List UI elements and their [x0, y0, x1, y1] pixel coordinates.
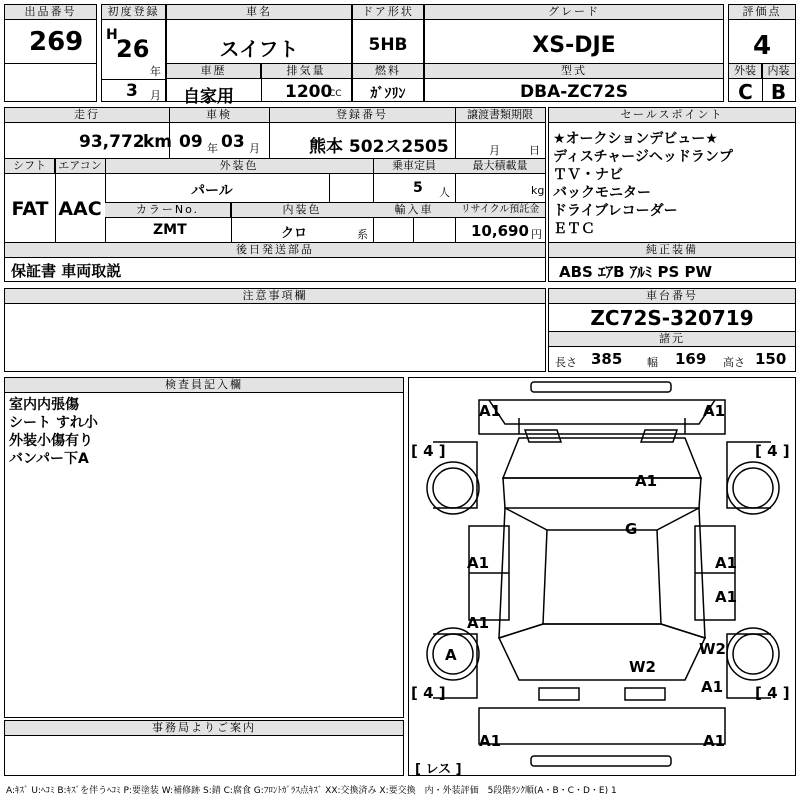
lot-number: 269: [29, 27, 84, 57]
notes-box: [4, 288, 546, 372]
import-label: 輸入車: [373, 203, 455, 218]
inspection-label: 車検: [169, 108, 269, 123]
grade-label: グレード: [425, 5, 723, 20]
tire-tread: [ 4 ]: [411, 684, 446, 702]
sales-point-item: ドライブレコーダー: [553, 203, 678, 219]
damage-mark: A1: [703, 402, 726, 420]
chassis-number: ZC72S-320719: [590, 306, 754, 330]
notes-label: 注意事項欄: [5, 289, 545, 304]
sales-point-item: ディスチャージヘッドランプ: [553, 149, 733, 165]
recycle-label: リサイクル預託金: [455, 203, 545, 218]
lot-label: 出品番号: [5, 5, 96, 20]
int-grade-label: 内装: [762, 64, 795, 79]
later-items: 保証書 車両取説: [11, 262, 122, 280]
door-box: [352, 4, 424, 102]
damage-mark: W2: [629, 658, 656, 676]
ext-color-label: 外装色: [105, 159, 373, 174]
name-label: 車名: [167, 5, 351, 20]
inspector-line: シート すれ小: [9, 415, 98, 431]
shift-label: シフト: [5, 159, 55, 174]
damage-mark: A1: [635, 472, 658, 490]
score-box: [728, 4, 796, 102]
damage-mark: A1: [701, 678, 724, 696]
inspector-line: 外装小傷有り: [9, 433, 93, 449]
door-label: ドア形状: [353, 5, 423, 20]
score: 4: [752, 31, 772, 61]
office-label: 事務局よりご案内: [5, 721, 403, 736]
insp-year-unit: 年: [207, 142, 218, 155]
door-type: 5HB: [368, 35, 408, 55]
equipment: ABS ｴｱB ｱﾙﾐ PS PW: [559, 263, 713, 281]
mileage: 93,772: [79, 132, 145, 152]
damage-mark: A1: [467, 614, 490, 632]
vehicle-details: [4, 107, 546, 282]
ac: AAC: [58, 198, 102, 220]
reg-year: 26: [116, 35, 150, 63]
reg-month: 3: [126, 81, 138, 101]
damage-mark: A1: [479, 732, 502, 750]
model-label: 型式: [425, 64, 723, 79]
car-name: スイフト: [219, 37, 299, 61]
equipment-label: 純正装備: [549, 243, 795, 258]
transfer-label: 譲渡書類期限: [455, 108, 545, 123]
int-color-label: 内装色: [231, 203, 373, 218]
inspector-box: [4, 377, 404, 718]
damage-mark: G: [625, 520, 638, 538]
disp-unit: CC: [329, 89, 342, 99]
inspection-year: 09: [179, 132, 203, 152]
transfer-day-unit: 日: [529, 144, 540, 157]
sales-points-label: セールスポイント: [549, 108, 795, 123]
history-label: 車歴: [167, 64, 261, 79]
car-outline: [409, 378, 795, 775]
inspector-line: 室内内張傷: [9, 397, 79, 413]
displacement: 1200: [285, 82, 333, 102]
tire-tread: [ 4 ]: [411, 442, 446, 460]
ext-grade-label: 外装: [729, 64, 762, 79]
inspector-notes: [9, 396, 98, 468]
office-box: [4, 720, 404, 776]
sales-point-item: ＥＴＣ: [553, 221, 595, 237]
mileage-unit: km: [143, 132, 173, 152]
insp-month-unit: 月: [249, 142, 260, 155]
fuel-label: 燃料: [353, 64, 423, 79]
damage-mark: A1: [715, 554, 738, 572]
transfer-month-unit: 月: [489, 144, 500, 157]
height-label: 高さ: [723, 356, 745, 369]
mileage-label: 走行: [5, 108, 169, 123]
sales-points-list: [553, 130, 733, 238]
sales-point-item: バックモニター: [553, 185, 651, 201]
year-unit: 年: [150, 65, 161, 78]
width-label: 幅: [647, 356, 658, 369]
model-code: DBA-ZC72S: [520, 82, 628, 102]
inspection-month: 03: [221, 132, 245, 152]
era: H: [106, 27, 118, 43]
length-label: 長さ: [555, 356, 577, 369]
first-reg-box: [101, 4, 166, 102]
damage-mark: A1: [479, 402, 502, 420]
damage-mark: A: [445, 646, 457, 664]
ext-grade: C: [738, 80, 753, 104]
score-label: 評価点: [729, 5, 795, 20]
grade: XS-DJE: [532, 33, 616, 58]
length: 385: [591, 350, 623, 368]
later-items-label: 後日発送部品: [5, 243, 545, 258]
history: 自家用: [183, 87, 234, 107]
recycle-unit: 円: [531, 228, 542, 241]
ext-color: パール: [191, 183, 233, 199]
damage-mark: A1: [715, 588, 738, 606]
damage-mark: W2: [699, 640, 726, 658]
sales-point-item: ＴＶ・ナビ: [553, 167, 623, 183]
maxload-unit: kg: [531, 184, 545, 197]
chassis-box: [548, 288, 796, 372]
inspector-label: 検査員記入欄: [5, 378, 403, 393]
inspector-line: バンパー下A: [9, 451, 89, 467]
tire-tread: [ 4 ]: [755, 684, 790, 702]
spare-tire: [ レス ]: [415, 762, 462, 777]
ac-label: エアコン: [55, 159, 105, 174]
color-no-label: カラーNo.: [105, 203, 231, 218]
disp-label: 排気量: [261, 64, 351, 79]
month-unit: 月: [150, 89, 161, 102]
capacity: 5: [413, 180, 423, 196]
recycle-fee: 10,690: [471, 222, 529, 240]
plate-number: 熊本 502ス2505: [309, 137, 449, 157]
damage-mark: A1: [467, 554, 490, 572]
damage-mark: A1: [703, 732, 726, 750]
color-no: ZMT: [153, 222, 187, 238]
sales-point-item: ★オークションデビュー★: [553, 131, 718, 147]
sales-points-box: [548, 107, 796, 282]
int-color: クロ: [281, 226, 308, 241]
lot-box: [4, 4, 97, 102]
car-name-box: [166, 4, 352, 107]
int-grade: B: [770, 80, 787, 104]
chassis-label: 車台番号: [549, 289, 795, 304]
maxload-label: 最大積載量: [455, 159, 545, 174]
plate-label: 登録番号: [269, 108, 455, 123]
dims-label: 諸元: [549, 332, 795, 347]
shift: FAT: [11, 198, 49, 220]
fuel: ｶﾞｿﾘﾝ: [370, 86, 406, 102]
tire-tread: [ 4 ]: [755, 442, 790, 460]
first-reg-label: 初度登録: [102, 5, 165, 20]
capacity-unit: 人: [439, 186, 450, 199]
grade-box: [424, 4, 724, 102]
legend: A:ｷｽﾞ U:ﾍｺﾐ B:ｷｽﾞを伴うﾍｺﾐ P:要塗装 W:補修跡 S:錆 C:腐食 G:ﾌﾛﾝﾄｶﾞﾗｽ点ｷｽﾞ XX:交換済み X:要交換 内・外装評価 5段階ﾗﾝｸ順(A・B・C・D・E) 1: [6, 786, 617, 796]
int-color-unit: 系: [357, 228, 368, 241]
height: 150: [755, 350, 787, 368]
capacity-label: 乗車定員: [373, 159, 455, 174]
car-diagram: [408, 377, 796, 776]
width: 169: [675, 350, 707, 368]
